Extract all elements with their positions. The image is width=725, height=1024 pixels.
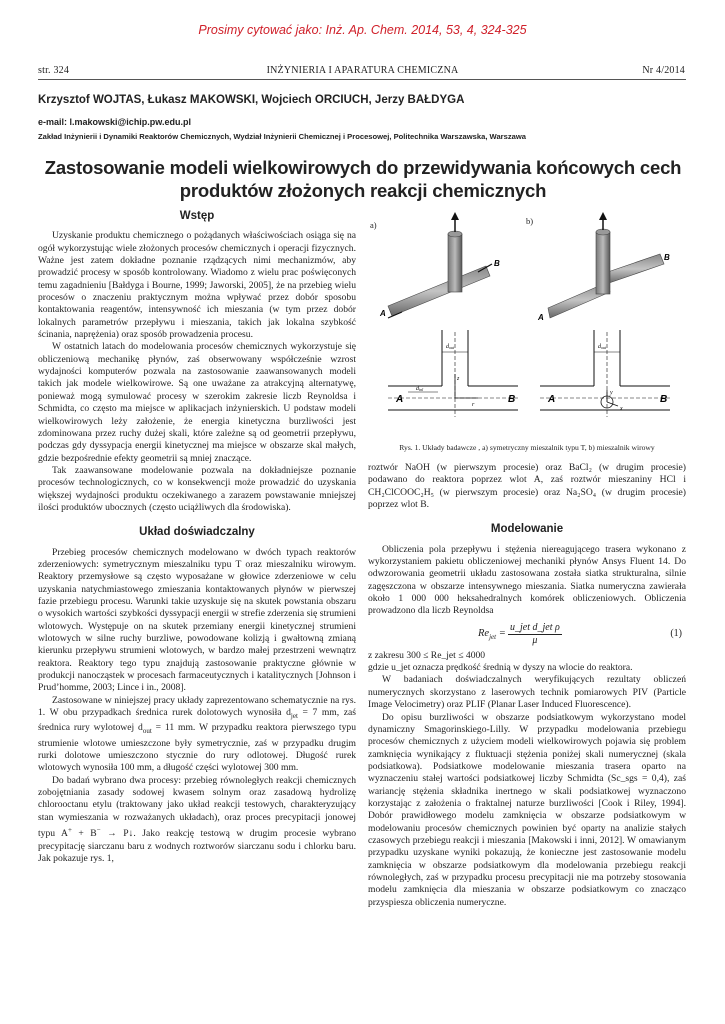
section-heading-modelowanie: Modelowanie — [490, 523, 564, 536]
vortex-mixer-3d — [537, 212, 670, 322]
figure-label-a: a) — [370, 220, 377, 230]
figure-1 — [368, 212, 686, 477]
email[interactable]: e-mail: l.makowski@ichip.pw.edu.pl — [38, 117, 191, 127]
eq-lhs-text: Re — [478, 627, 490, 639]
paragraph: z zakresu 300 ≤ Re_jet ≤ 4000 — [368, 649, 486, 661]
inlet-b-label-b: B — [664, 253, 670, 262]
text-run: = 7 mm, zaś średnica rury wylotowej d — [38, 707, 356, 734]
page-number: str. 324 — [38, 65, 70, 76]
paragraph: Przebieg procesów chemicznych modelowano w dwóch typach reaktorów zderzeniowych: symetrycznym mieszalniku typu T oraz mieszalniku wirowym. Reaktory przemysłowe są często wyposażane w głowice zderzeniowe w celu uzyskania natychmiastowego zmieszania kontaktowanych płynów w pierwszej fazie przebiegu procesu. Warunki takie uzyskuje się na skutek powstania obszaru o wysokich wartości szybkości dyssypacji energii w strefie zderzenia się strumieni wlotowych. Występuje on na skutek przemiany energii kinetycznej strumieni wlotowych w silne ruchy burzliwe, powodowane kolizją i gwałtowną zmianą kierunku przepływu strumieni wlotowych, w bardzo małej przestrzeni wewnątrz reaktora. Reaktory tego typu znajdują zastosowanie praktyczne głównie w produkcji nanocząstek w procesach farmaceutycznych i katalitycznych [Johnson i Prud’homme, 2003; Lince i in., 2008]. — [38, 546, 356, 694]
y-axis-label: y — [610, 390, 613, 396]
inlet-a-label-b: A — [538, 313, 544, 322]
mixer-schematic — [368, 212, 686, 442]
eq-fraction — [508, 622, 562, 648]
paragraph: Uzyskanie produktu chemicznego o pożądanych właściwościach osiąga się na ogół wykorzystując wiele złożonych procesów chemicznych i operacji fizycznych. Ważne jest zatem dokładne poznanie rządzących nimi mechanizmów, aby prowadzić procesy w sposób kontrolowany. Wiadomo z wielu prac poświęconych temu zagadnieniu [Bałdyga i Bourne, 1999; Jaworski, 2005], że na przebieg wielu procesów o znaczeniu praktycznym można wpływać przez dobór sposobu kontaktowania reagentów, intensywność ich mieszania (w tym przez dobór lokalnych parametrów przepływu i mieszania, takich jak lokalna szybkość ścinania, naprężenia) oraz sposób prowadzenia procesu. — [38, 230, 356, 341]
eq-number: (1) — [670, 627, 682, 639]
section-heading-wstep: Wstęp — [179, 210, 215, 222]
paragraph — [38, 695, 356, 775]
subscript: out — [142, 727, 152, 736]
vortex-mixer-2d — [540, 330, 670, 417]
paragraph: W ostatnich latach do modelowania procesów chemicznych wykorzystuje się obliczeniową mechanikę płynów, zaś obserwowany współcześnie wzrost wydajności komputerów pozwala na zastosowanie zaawansowanych modeli takich jak modele wielkowirowe. Są one uważane za atrakcyjną alternatywę, ponieważ mogą symulować procesy w szerokim zakresie liczb Reynoldsa i Schmidta, co często ma miejsce w aplikacjach inżynierskich. U podstaw modeli wielkowirowych leży założenie, że energia kinetyczna burzliwości jest zdominowana przez ruchy dużej skali, które zależne są od geometrii przepływu, podczas gdy dyssypacja energii kinetycznej ma miejsce w obszarze skal małych, gdzie bezpośrednie efekty geometrii są mniej znaczące. — [38, 341, 356, 464]
equation-1 — [368, 622, 686, 648]
text-run: → P↓. Jako reakcję testową w drugim procesie wybrano precypitację siarczanu baru z wodnych roztworów siarczanu sodu i chlorku baru. Jak pokazuje rys. 1, — [38, 828, 357, 864]
citation-note: Prosimy cytować jako: Inż. Ap. Chem. 2014, 53, 4, 324-325 — [198, 23, 527, 37]
t-mixer-3d — [379, 212, 500, 318]
superscript: + — [67, 825, 72, 834]
eq-denominator: μ — [532, 635, 538, 647]
t-mixer-2d — [388, 330, 518, 417]
figure-label-b: b) — [526, 216, 534, 226]
figure-caption: Rys. 1. Układy badawcze , a) symetryczny mieszalnik typu T, b) mieszalnik wirowy — [399, 443, 655, 452]
subscript: jet — [290, 711, 298, 720]
dout-label: dout — [446, 344, 455, 350]
authors: Krzysztof WOJTAS, Łukasz MAKOWSKI, Wojciech ORCIUCH, Jerzy BAŁDYGA — [38, 94, 465, 106]
inlet-a-2d-b: A — [548, 394, 556, 405]
header-rule — [38, 79, 686, 80]
superscript: − — [96, 825, 101, 834]
eq-numerator: u_jet d_jet ρ — [508, 622, 562, 635]
title-line-2: produktów złożonych reakcji chemicznych — [179, 180, 547, 201]
section-heading-uklad: Układ doświadczalny — [139, 526, 255, 539]
text-run: Zastosowane w niniejszej pracy układy zaprezentowano schematycznie na rys. 1. W obu przypadkach średnica rurek dolotowych wynosiła d — [38, 694, 356, 719]
left-column — [38, 210, 356, 865]
dout-label-b: dout — [598, 344, 607, 350]
inlet-b-2d: B — [508, 394, 516, 405]
affiliation: Zakład Inżynierii i Dynamiki Reaktorów Chemicznych, Wydział Inżynierii Chemicznej i Procesowej, Politechnika Warszawska, Warszawa — [38, 132, 526, 141]
issue-number: Nr 4/2014 — [642, 65, 685, 76]
text-run: + B — [71, 828, 97, 840]
inlet-a-label: A — [380, 309, 386, 318]
paper-title — [38, 156, 688, 202]
paragraph: gdzie u_jet oznacza prędkość średnią w dyszy na wlocie do reaktora. — [368, 662, 633, 674]
eq-lhs-sub: jet — [489, 632, 497, 641]
inlet-b-2d-b: B — [660, 394, 668, 405]
journal-name: INŻYNIERIA I APARATURA CHEMICZNA — [266, 65, 459, 76]
x-axis-label: x — [620, 406, 623, 412]
text-run: = 11 mm. W przypadku reaktora pierwszego typu strumienie wlotowe umieszczone były symetrycznie, zaś w przypadku drugim rurki dolotowe umieszczono stycznie do rury odlotowej. Długość rurek wlotowych wynosiła 100 mm, a długość części wylotowej 300 mm. — [38, 722, 356, 774]
din-label: dinl — [416, 386, 424, 392]
paragraph: Obliczenia pola przepływu i stężenia niereagującego trasera wykonano z wykorzystaniem pakietu obliczeniowej mechaniki płynów Ansys Fluent 14. Do odwzorowania geometrii układu zastosowana została siatka strukturalna, silnie zagęszczona w obszarze intensywnego mieszania. Siatka numeryczna zawierała około 1 000 000 heksahedralnych komórek obliczeniowych. Obliczenia prowadzono dla liczb Reynoldsa — [368, 543, 686, 617]
paragraph — [38, 775, 356, 866]
eq-lhs: $Re_{jet}$ = — [478, 627, 506, 641]
inlet-b-label: B — [494, 259, 500, 268]
title-line-1: Zastosowanie modeli wielkowirowych do przewidywania końcowych cech — [44, 157, 682, 178]
paragraph: Do opisu burzliwości w obszarze podsiatkowym wykorzystano model dynamiczny Smagorinskiego-Lilly. W przypadku modelowania przebiegu procesów chemicznych z użyciem modeli wielkowirowych pojawia się problem zamknięcia wynikający z fluktuacji stężenia poniżej skali numerycznej (skala podsiatkowa). Podsiatkowe modelowanie mieszania trasera oparto na wyznaczeniu stałej wartości podsiatkowej liczby Schmidta (Sc_sgs = 0,4), zaś wariancję stężenia składnika inertnego w skali podsiatkowej wyznaczono korzystając z założenia o fraktalnej naturze burzliwości [Cook i Riley, 1994]. Dobór prawidłowego modelu zamknięcia w obszarze podsiatkowym w modelowaniu procesów chemicznych powinien być oparty na analizie stałych czasowych przebiegu reakcji i mieszania [Makowski i inni, 2012]. W omawianym przypadku uzyskane wyniki pokazują, że konieczne jest zastosowanie modelu zamknięcia w obszarze podsiatkowym dla modelowania przebiegu reakcji równoległych, zaś w przypadku procesu precypitacji nie ma potrzeby stosowania modelu zamknięcia dla mieszania w obszarze podsiatkowym co znacząco przyspiesza obliczenia numeryczne. — [368, 711, 686, 908]
paragraph: W badaniach doświadczalnych weryfikujących rezultaty obliczeń numerycznych skorzystano z laserowych technik pomiarowych PIV (Particle Image Velocimetry) oraz PLIF (Planar Laser Induced Fluorescence). — [368, 674, 686, 711]
z-axis-label: z — [457, 376, 460, 382]
right-column — [368, 462, 686, 909]
paragraph: Tak zaawansowane modelowanie pozwala na dokładniejsze poznanie procesów technologicznych, co w konsekwencji może prowadzić do uzyskania większej wydajności produktu oczekiwanego a zarazem powstawanie mniejszej ilości produktów ubocznych (często uciążliwych dla środowiska). — [38, 464, 356, 513]
paragraph: roztwór NaOH (w pierwszym procesie) oraz BaCl₂ (w drugim procesie) podawano do reaktora poprzez wlot A, zaś roztwór mieszaniny HCl i CH₂ClCOOC₂H₅ (w pierwszym procesie) oraz Na₂SO₄ (w drugim procesie) poprzez wlot B. — [368, 462, 686, 511]
r-axis-label: r — [472, 402, 475, 408]
text-run: Do badań wybrano dwa procesy: przebieg równoległych reakcji chemicznych zobojętniania zasady sodowej kwasem solnym oraz zasadową hydrolizę chlorooctanu etylu (traktowany jako układ reakcji testowych, charakteryzujący stan wymieszania w rozważanych układach), oraz proces precypitacji jonowej typu A — [38, 774, 356, 840]
inlet-a-2d: A — [396, 394, 404, 405]
